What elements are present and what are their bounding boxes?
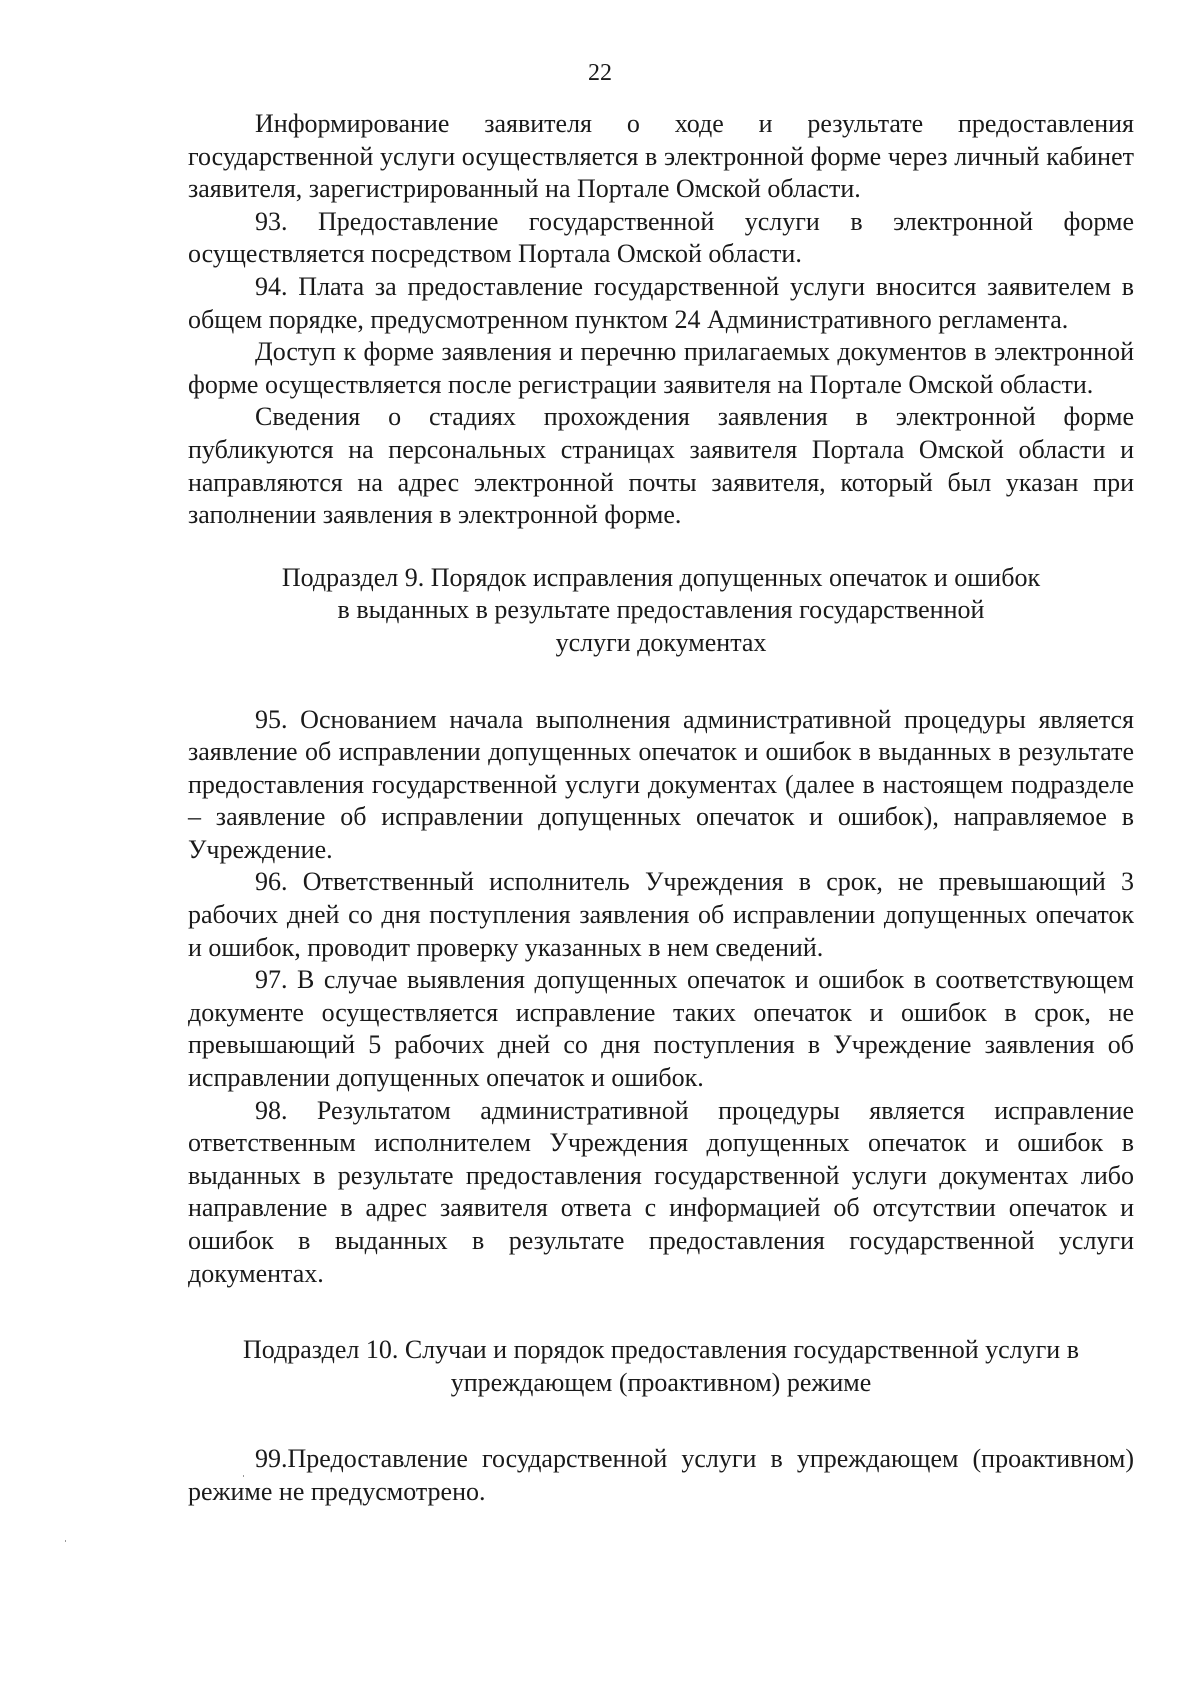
subsection-9-line-1: Подраздел 9. Порядок исправления допущенных опечаток и ошибок: [281, 562, 1041, 592]
paragraph-99: 99.Предоставление государственной услуги в упреждающем (проактивном) режиме не предусмотрено.: [188, 1444, 1134, 1506]
scan-speck: [65, 1540, 66, 1542]
scan-speck: [243, 1475, 244, 1477]
paragraph-95: 95. Основанием начала выполнения административной процедуры является заявление об исправлении допущенных опечаток и ошибок в выданных в результате предоставления государственной услуги документах (далее в настоящем подразделе – заявление об исправлении допущенных опечаток и ошибок), направляемое в Учреждение.: [188, 704, 1134, 864]
subsection-9-heading: [188, 562, 1134, 660]
paragraph-94: 94. Плата за предоставление государственной услуги вносится заявителем в общем порядке, предусмотренном пунктом 24 Административного регламента.: [188, 271, 1134, 334]
subsection-10-heading: [188, 1334, 1134, 1399]
paragraph-96: 96. Ответственный исполнитель Учреждения в срок, не превышающий 3 рабочих дней со дня поступления заявления об исправлении допущенных опечаток и ошибок, проводит проверку указанных в нем сведений.: [188, 867, 1134, 962]
paragraph-98: 98. Результатом административной процедуры является исправление ответственным исполнителем Учреждения допущенных опечаток и ошибок в выданных в результате предоставления государственной услуги документах либо направление в адрес заявителя ответа с информацией об отсутствии опечаток и ошибок в выданных в результате предоставления государственной услуги документах.: [188, 1095, 1134, 1288]
page-body: [188, 108, 1134, 1509]
paragraph-access: Доступ к форме заявления и перечню прилагаемых документов в электронной форме осуществляется после регистрации заявителя на Портале Омской области.: [188, 337, 1134, 399]
subsection-9-line-3: услуги документах: [555, 627, 767, 657]
paragraph-informing: Информирование заявителя о ходе и результате предоставления государственной услуги осуществляется в электронной форме через личный кабинет заявителя, зарегистрированный на Портале Омской области.: [188, 109, 1134, 204]
subsection-9-line-2: в выданных в результате предоставления государственной: [337, 595, 985, 625]
paragraph-97: 97. В случае выявления допущенных опечаток и ошибок в соответствующем документе осуществляется исправление таких опечаток и ошибок в срок, не превышающий 5 рабочих дней со дня поступления в Учреждение заявления об исправлении допущенных опечаток и ошибок.: [188, 965, 1134, 1093]
paragraph-93: 93. Предоставление государственной услуги в электронной форме осуществляется посредством Портала Омской области.: [188, 206, 1134, 269]
subsection-10-line-2: упреждающем (проактивном) режиме: [450, 1367, 872, 1397]
paragraph-status-info: Сведения о стадиях прохождения заявления в электронной форме публикуются на персональных страницах заявителя Портала Омской области и направляются на адрес электронной почты заявителя, который был указан при заполнении заявления в электронной форме.: [188, 402, 1134, 530]
page-number: 22: [588, 60, 612, 86]
subsection-10-line-1: Подраздел 10. Случаи и порядок предоставления государственной услуги в: [243, 1335, 1079, 1365]
